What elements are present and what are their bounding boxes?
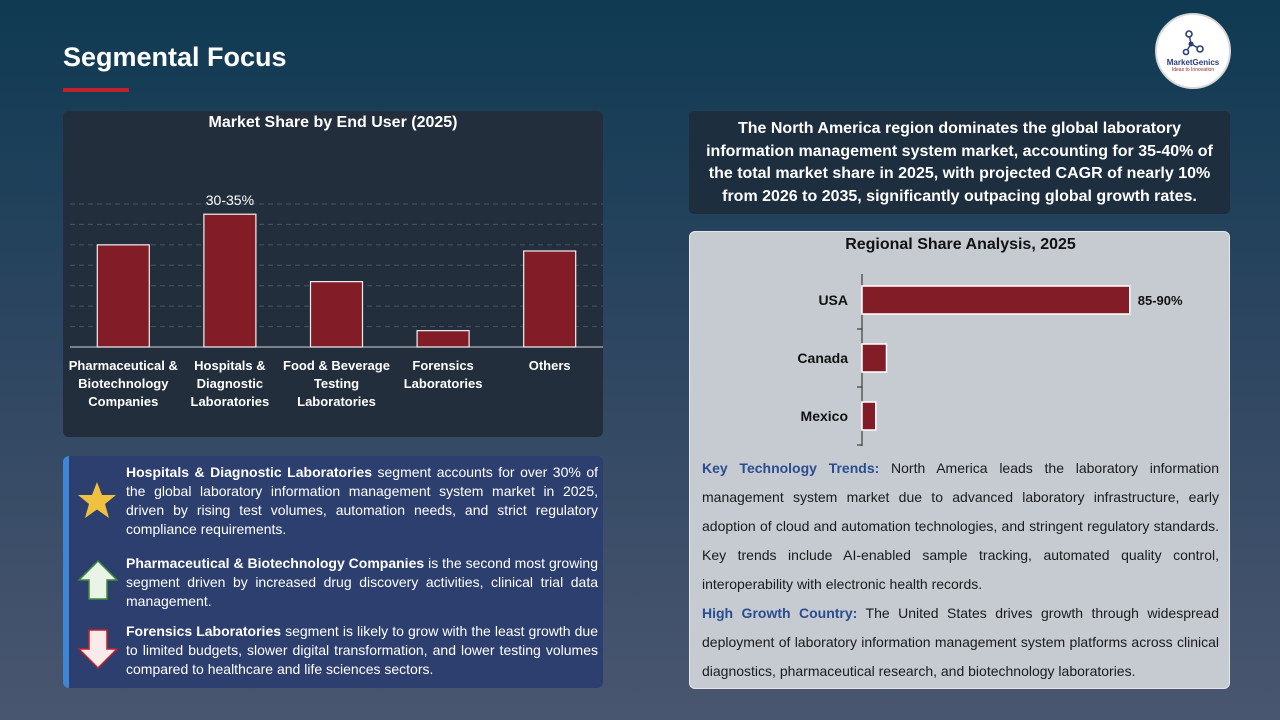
- region-label: Mexico: [800, 408, 848, 424]
- logo-tagline: Ideas to Innovation: [1171, 66, 1215, 73]
- growth-country-text: The United States drives growth through widespread deployment of laboratory information management system platforms across clinical diagnostics, pharmaceutical research, and biotechnology laboratories.: [702, 605, 1219, 679]
- category-label: Laboratories: [190, 394, 270, 409]
- insight-pharma: [126, 554, 598, 611]
- up-arrow-icon: [77, 559, 119, 606]
- insight-pharma-label: Pharmaceutical & Biotechnology Companies: [126, 555, 425, 571]
- category-label: Pharmaceutical &: [68, 358, 178, 373]
- insights-panel: [63, 456, 603, 688]
- insight-forensics: [126, 622, 598, 679]
- tech-trends-text: North America leads the laboratory information management system market due to advanced laboratory infrastructure, early adoption of cloud and automation technologies, and stringent regulatory standards. Key trends include AI-enabled sample tracking, automated quality control, interoperability with electronic health records.: [702, 460, 1219, 592]
- insight-hospitals-label: Hospitals & Diagnostic Laboratories: [126, 464, 372, 480]
- down-arrow-icon: [77, 628, 119, 675]
- category-label: Hospitals &: [194, 358, 266, 373]
- hbar: [862, 286, 1130, 314]
- page-title: Segmental Focus: [63, 42, 287, 72]
- category-label: Laboratories: [403, 376, 483, 391]
- growth-country-paragraph: [702, 599, 1219, 686]
- category-label: Laboratories: [297, 394, 376, 409]
- category-label: Companies: [88, 394, 159, 409]
- insight-forensics-text: segment is likely to grow with the least growth due to limited budgets, slower digital transformation, and lower testing volumes compared to healthcare and life sciences sectors.: [126, 623, 598, 677]
- category-label: Forensics: [412, 358, 474, 373]
- insight-hospitals: [126, 463, 598, 539]
- chart-title: Market Share by End User (2025): [208, 114, 458, 131]
- category-label: Food & Beverage: [283, 358, 390, 373]
- regional-bar-chart: [690, 232, 1231, 447]
- category-label: Biotechnology: [78, 376, 169, 391]
- end-user-chart-panel: [63, 111, 603, 437]
- hbar: [862, 344, 886, 372]
- regional-chart-title: Regional Share Analysis, 2025: [845, 236, 1076, 253]
- bar: [204, 214, 256, 347]
- bar-data-label: 30-35%: [205, 192, 255, 209]
- regional-share-panel: [689, 231, 1230, 689]
- insight-pharma-text: is the second most growing segment driven by increased drug discovery activities, clinical trial data management.: [126, 555, 598, 609]
- region-summary: The North America region dominates the global laboratory information management system market, accounting for 35-40% of the total market share in 2025, with projected CAGR of nearly 10% from 2026 to 2035, significantly outpacing global growth rates.: [689, 111, 1230, 214]
- end-user-bar-chart: [63, 111, 603, 437]
- tech-trends-label: Key Technology Trends:: [702, 460, 880, 476]
- star-icon: [77, 480, 117, 525]
- region-label: USA: [818, 292, 848, 308]
- bar: [417, 331, 469, 347]
- hbar-data-label: 85-90%: [1137, 293, 1183, 308]
- insight-hospitals-text: segment accounts for over 30% of the global laboratory information management system market in 2025, driven by rising test volumes, automation needs, and strict regulatory compliance requirements.: [126, 464, 598, 537]
- hbar: [862, 402, 876, 430]
- category-label: Diagnostic: [196, 376, 264, 391]
- bar: [311, 282, 363, 347]
- bar: [524, 251, 576, 347]
- category-label: Testing: [313, 376, 360, 391]
- company-logo: [1155, 13, 1231, 89]
- region-label: Canada: [797, 350, 848, 366]
- bar: [97, 245, 149, 347]
- tech-trends-paragraph: [702, 454, 1219, 599]
- growth-country-label: High Growth Country:: [702, 605, 858, 621]
- insight-forensics-label: Forensics Laboratories: [126, 623, 282, 639]
- trends-text: [702, 454, 1219, 686]
- title-underline: [63, 88, 129, 92]
- network-logo-icon: [1181, 30, 1205, 56]
- category-label: Others: [528, 358, 571, 373]
- logo-brand: MarketGenics: [1166, 57, 1220, 67]
